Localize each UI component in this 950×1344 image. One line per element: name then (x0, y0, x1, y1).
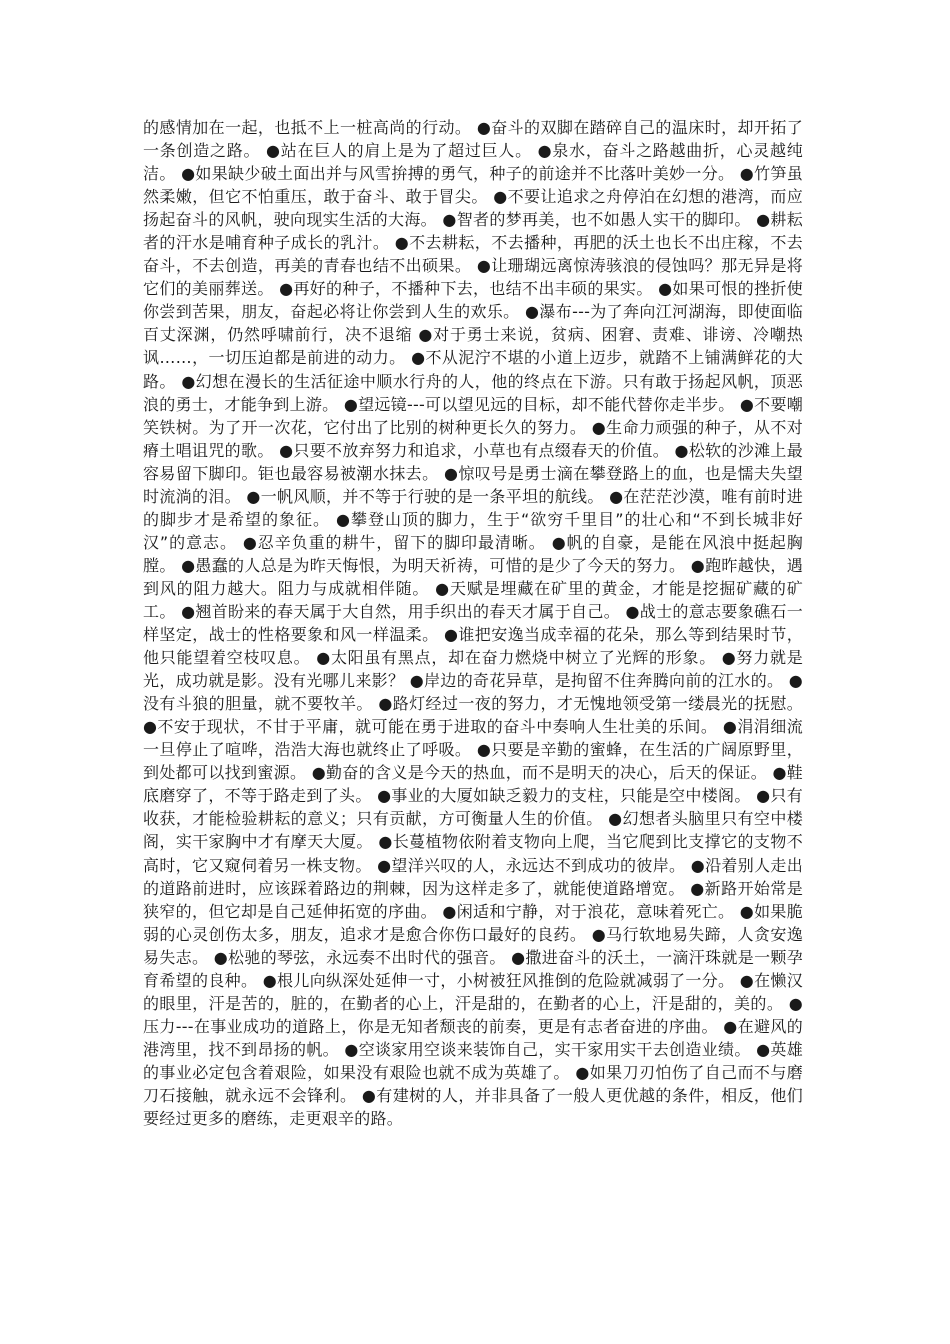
body-paragraph: 的感情加在一起，也抵不上一桩高尚的行动。 ●奋斗的双脚在踏碎自己的温床时，却开拓了一条创造之路。 ●站在巨人的肩上是为了超过巨人。 ●泉水，奋斗之路越曲折，心灵越纯洁。 ●如果缺少破土面出并与风雪拚搏的勇气，种子的前途并不比落叶美妙一分。 ●竹笋虽然柔嫩，但它不怕重压，敢于奋斗、敢于冒尖。 ●不要让追求之舟停泊在幻想的港湾，而应扬起奋斗的风帆，驶向现实生活的大海。 ●智者的梦再美，也不如愚人实干的脚印。 ●耕耘者的汗水是哺育种子成长的乳汁。 ●不去耕耘，不去播种，再肥的沃土也长不出庄稼，不去奋斗，不去创造，再美的青春也结不出硕果。 ●让珊瑚远离惊涛骇浪的侵蚀吗？那无异是将它们的美丽葬送。 ●再好的种子，不播种下去，也结不出丰硕的果实。 ●如果可恨的挫折使你尝到苦果，朋友，奋起必将让你尝到人生的欢乐。 ●瀑布---为了奔向江河湖海，即使面临百丈深渊，仍然呼啸前行，决不退缩 ●对于勇士来说，贫病、困窘、责难、诽谤、冷嘲热讽……，一切压迫都是前进的动力。 ●不从泥泞不堪的小道上迈步，就踏不上铺满鲜花的大路。 ●幻想在漫长的生活征途中顺水行舟的人，他的终点在下游。只有敢于扬起风帆，顶恶浪的勇士，才能争到上游。 ●望远镜---可以望见远的目标，却不能代替你走半步。 ●不要嘲笑铁树。为了开一次花，它付出了比别的树种更长久的努力。 ●生命力顽强的种子，从不对瘠土唱诅咒的歌。 ●只要不放弃努力和追求，小草也有点缀春天的价值。 ●松软的沙滩上最容易留下脚印。钜也最容易被潮水抹去。 ●惊叹号是勇士滴在攀登路上的血，也是懦夫失望时流淌的泪。 ●一帆风顺，并不等于行驶的是一条平坦的航线。 ●在茫茫沙漠，唯有前时进的脚步才是希望的象征。 ●攀登山顶的脚力，生于“欲穷千里目”的壮心和“不到长城非好汉”的意志。 ●忍辛负重的耕牛，留下的脚印最清晰。 ●帆的自豪，是能在风浪中挺起胸膛。 ●愚蠢的人总是为昨天悔恨，为明天祈祷，可惜的是少了今天的努力。 ●跑昨越快，遇到风的阻力越大。阻力与成就相伴随。 ●天赋是埋藏在矿里的黄金，才能是挖掘矿藏的矿工。 ●翘首盼来的春天属于大自然，用手织出的春天才属于自己。 ●战士的意志要象礁石一样坚定，战士的性格要象和风一样温柔。 ●谁把安逸当成幸福的花朵，那么等到结果时节，他只能望着空枝叹息。 ●太阳虽有黑点，却在奋力燃烧中树立了光辉的形象。 ●努力就是光，成功就是影。没有光哪儿来影？ ●岸边的奇花异草，是拘留不住奔腾向前的江水的。 ●没有斗狼的胆量，就不要牧羊。 ●路灯经过一夜的努力，才无愧地领受第一缕晨光的抚慰。 ●不安于现状，不甘于平庸，就可能在勇于进取的奋斗中奏响人生壮美的乐间。 ●涓涓细流一旦停止了喧哗，浩浩大海也就终止了呼吸。 ●只要是辛勤的蜜蜂，在生活的广阔原野里，到处都可以找到蜜源。 ●勤奋的含义是今天的热血，而不是明天的决心，后天的保证。 ●鞋底磨穿了，不等于路走到了头。 ●事业的大厦如缺乏毅力的支柱，只能是空中楼阁。 ●只有收获，才能检验耕耘的意义；只有贡献，方可衡量人生的价值。 ●幻想者头脑里只有空中楼阁，实干家胸中才有摩天大厦。 ●长蔓植物依附着支物向上爬，当它爬到比支撑它的支物不高时，它又窥伺着另一株支物。 ●望洋兴叹的人，永远达不到成功的彼岸。 ●沿着别人走出的道路前进时，应该踩着路边的荆棘，因为这样走多了，就能使道路增宽。 ●新路开始常是狭窄的，但它却是自己延伸拓宽的序曲。 ●闲适和宁静，对于浪花，意味着死亡。 ●如果脆弱的心灵创伤太多，朋友，追求才是愈合你伤口最好的良药。 ●马行软地易失蹄，人贪安逸易失志。 ●松驰的琴弦，永远奏不出时代的强音。 ●撒进奋斗的沃土，一滴汗珠就是一颗孕育希望的良种。 ●根儿向纵深处延伸一寸，小树被狂风推倒的危险就减弱了一分。 ●在懒汉的眼里，汗是苦的，脏的，在勤者的心上，汗是甜的，在勤者的心上，汗是甜的，美的。 ●压力---在事业成功的道路上，你是无知者颓丧的前奏，更是有志者奋进的序曲。 ●在避风的港湾里，找不到昂扬的帆。 ●空谈家用空谈来装饰自己，实干家用实干去创造业绩。 ●英雄的事业必定包含着艰险，如果没有艰险也就不成为英雄了。 ●如果刀刃怕伤了自己而不与磨刀石接触，就永远不会锋利。 ●有建树的人，并非具备了一般人更优越的条件，相反，他们要经过更多的磨练，走更艰辛的路。 (143, 118, 803, 1129)
